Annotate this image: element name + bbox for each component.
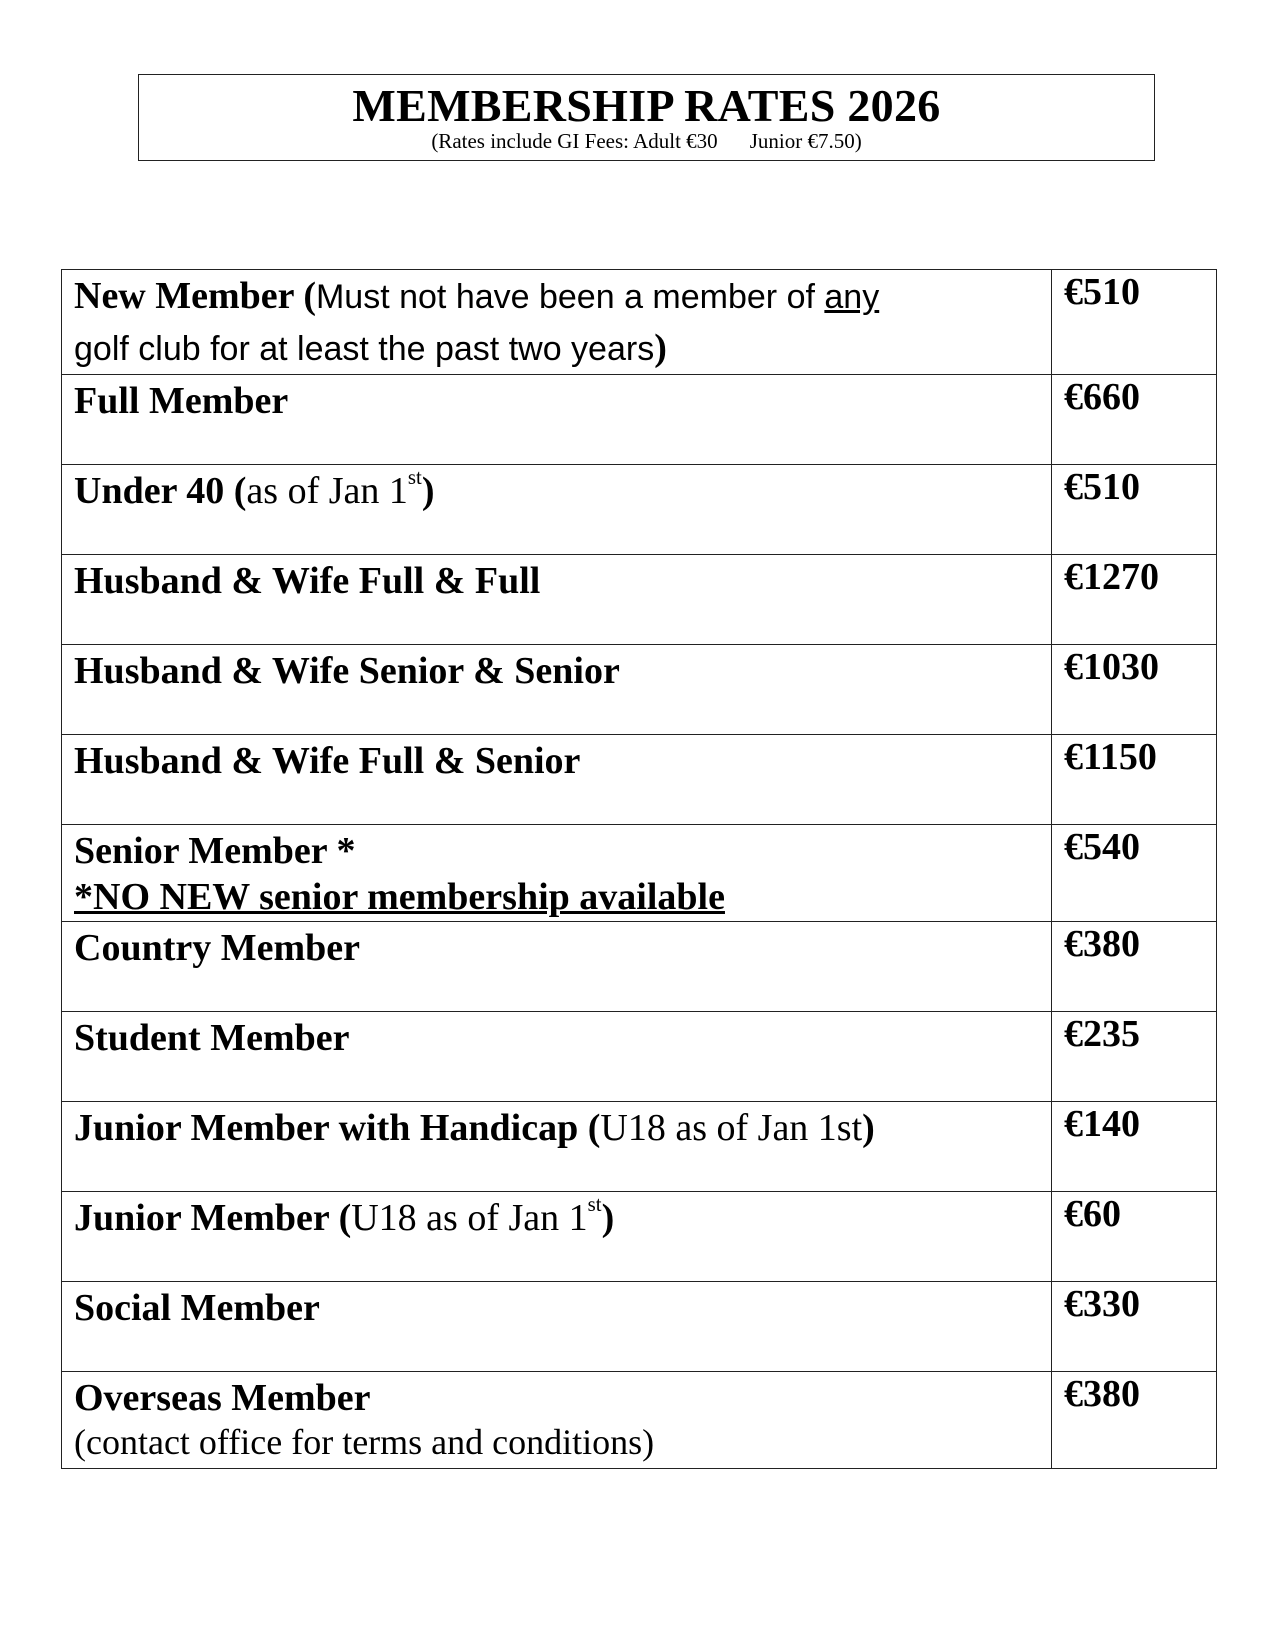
title-box [138, 74, 1155, 161]
rate-price: €510 [1052, 465, 1217, 555]
rate-name-cell [62, 1012, 1052, 1102]
rate-name: Student Member [74, 1017, 350, 1059]
rate-price: €380 [1052, 922, 1217, 1012]
rate-detail: U18 as of Jan 1st [600, 1107, 863, 1149]
rate-detail: Must not have been a member of any [315, 278, 880, 316]
table-row [62, 825, 1217, 922]
rate-name-cell [62, 375, 1052, 465]
rate-name-cell [62, 735, 1052, 825]
rate-name: Senior Member * [74, 830, 356, 872]
subtitle-adult-fee: (Rates include GI Fees: Adult €30 [431, 129, 718, 153]
table-row [62, 645, 1217, 735]
table-row [62, 1012, 1217, 1102]
table-row [62, 1102, 1217, 1192]
rate-name: Social Member [74, 1287, 320, 1329]
rate-name: Full Member [74, 380, 289, 422]
rate-name-cell [62, 1192, 1052, 1282]
rate-price: €540 [1052, 825, 1217, 922]
table-row [62, 270, 1217, 375]
rate-name-cell [62, 270, 1052, 375]
rate-name: Under 40 (as of Jan 1st) [74, 465, 435, 512]
rate-price: €380 [1052, 1372, 1217, 1469]
rate-price: €510 [1052, 270, 1217, 375]
subtitle-junior-fee: Junior €7.50) [749, 129, 862, 153]
rate-name: Overseas Member [74, 1377, 371, 1419]
table-row [62, 375, 1217, 465]
rate-name-cell [62, 825, 1052, 922]
page-subtitle [139, 129, 1154, 153]
rate-price: €660 [1052, 375, 1217, 465]
rate-name-cell [62, 465, 1052, 555]
rate-price: €330 [1052, 1282, 1217, 1372]
rate-name-cell [62, 1372, 1052, 1469]
membership-rates-table [61, 269, 1217, 1469]
rate-detail-line2: golf club for at least the past two years) [74, 327, 667, 369]
rate-name: Junior Member (U18 as of Jan 1st) [74, 1192, 615, 1239]
table-row [62, 465, 1217, 555]
page-title: MEMBERSHIP RATES 2026 [352, 80, 941, 131]
rate-name-cell [62, 1282, 1052, 1372]
rate-name-cell [62, 645, 1052, 735]
rate-price: €60 [1052, 1192, 1217, 1282]
rate-note: *NO NEW senior membership available [74, 876, 725, 918]
rate-name: Country Member [74, 927, 360, 969]
rate-price: €140 [1052, 1102, 1217, 1192]
rate-note: (contact office for terms and conditions) [74, 1422, 655, 1462]
rate-name: Husband & Wife Full & Full [74, 560, 541, 602]
rate-name: Husband & Wife Senior & Senior [74, 650, 620, 692]
rate-price: €235 [1052, 1012, 1217, 1102]
rate-detail: as of Jan 1st [246, 465, 422, 512]
table-row [62, 1372, 1217, 1469]
table-row [62, 1282, 1217, 1372]
rate-name-cell [62, 555, 1052, 645]
rate-price: €1270 [1052, 555, 1217, 645]
rate-name: New Member (Must not have been a member of any [74, 275, 880, 317]
table-row [62, 555, 1217, 645]
table-row [62, 922, 1217, 1012]
rate-name-cell [62, 922, 1052, 1012]
rate-price: €1030 [1052, 645, 1217, 735]
table-row [62, 1192, 1217, 1282]
rate-name: Husband & Wife Full & Senior [74, 740, 581, 782]
rate-price: €1150 [1052, 735, 1217, 825]
rate-name-cell [62, 1102, 1052, 1192]
rate-detail: U18 as of Jan 1st [351, 1192, 602, 1239]
rate-name: Junior Member with Handicap (U18 as of Jan 1st) [74, 1107, 875, 1149]
table-row [62, 735, 1217, 825]
